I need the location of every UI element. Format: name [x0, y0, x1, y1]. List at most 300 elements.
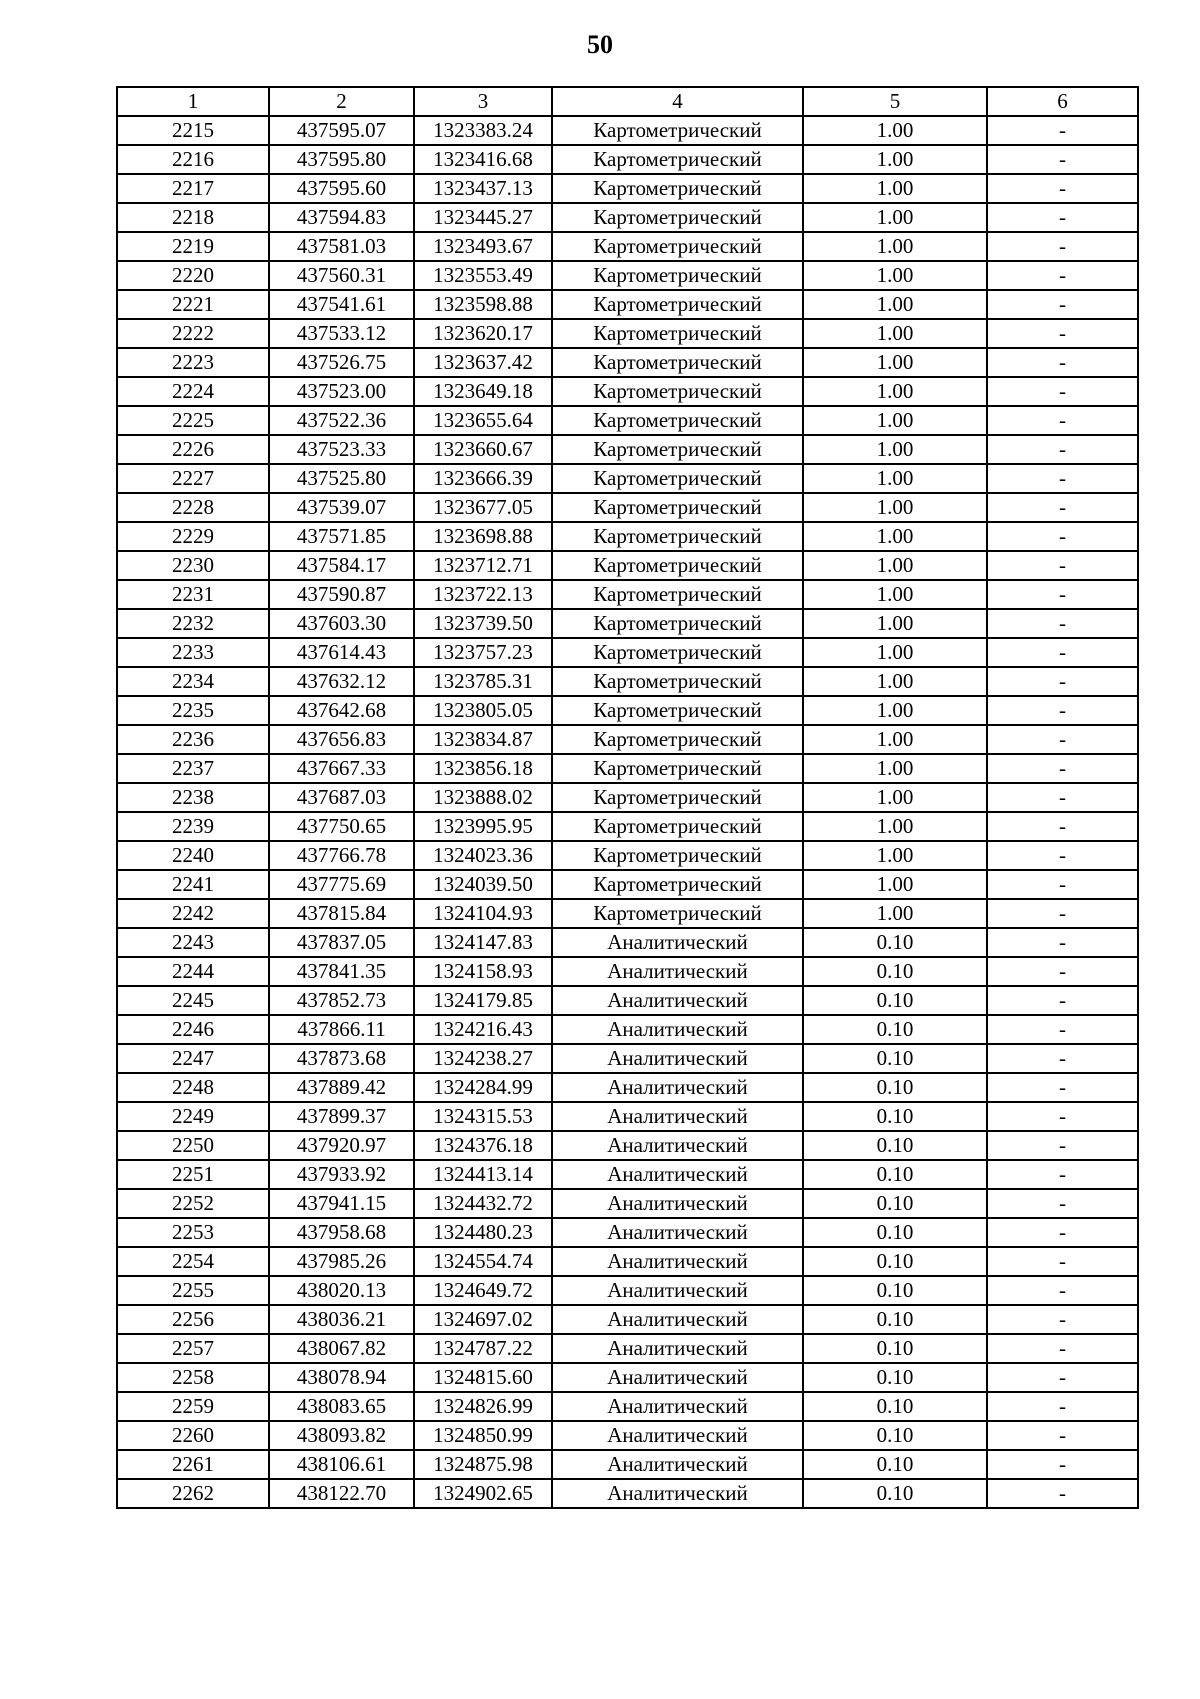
table-cell: 2225 — [117, 406, 269, 435]
table-cell: 1323712.71 — [414, 551, 552, 580]
table-cell: - — [987, 261, 1138, 290]
table-cell: - — [987, 203, 1138, 232]
table-cell: 0.10 — [803, 1044, 987, 1073]
table-cell: - — [987, 319, 1138, 348]
table-cell: Картометрический — [552, 667, 803, 696]
table-cell: 437541.61 — [269, 290, 414, 319]
table-row — [117, 609, 1138, 638]
table-cell: - — [987, 870, 1138, 899]
table-cell: 0.10 — [803, 1131, 987, 1160]
table-cell: 2245 — [117, 986, 269, 1015]
table-cell: Картометрический — [552, 754, 803, 783]
table-row — [117, 232, 1138, 261]
table-row — [117, 493, 1138, 522]
table-cell: 2224 — [117, 377, 269, 406]
page-number: 50 — [587, 30, 613, 59]
table-cell: - — [987, 522, 1138, 551]
table-cell: 2235 — [117, 696, 269, 725]
table-cell: Картометрический — [552, 319, 803, 348]
table-cell: Аналитический — [552, 986, 803, 1015]
table-cell: 2239 — [117, 812, 269, 841]
table-cell: 438083.65 — [269, 1392, 414, 1421]
table-cell: - — [987, 638, 1138, 667]
table-cell: 1323637.42 — [414, 348, 552, 377]
table-row — [117, 1421, 1138, 1450]
table-cell: Картометрический — [552, 812, 803, 841]
table-cell: 1323649.18 — [414, 377, 552, 406]
table-cell: 437595.60 — [269, 174, 414, 203]
table-cell: Картометрический — [552, 580, 803, 609]
table-cell: 437815.84 — [269, 899, 414, 928]
table-cell: 1.00 — [803, 319, 987, 348]
table-cell: 0.10 — [803, 1450, 987, 1479]
table-cell: - — [987, 377, 1138, 406]
table-row — [117, 377, 1138, 406]
table-row — [117, 1073, 1138, 1102]
table-cell: 1324480.23 — [414, 1218, 552, 1247]
table-cell: 1324023.36 — [414, 841, 552, 870]
table-cell: 437560.31 — [269, 261, 414, 290]
column-header: 4 — [552, 87, 803, 116]
table-cell: Аналитический — [552, 1189, 803, 1218]
header-row — [117, 87, 1138, 116]
table-cell: 1324284.99 — [414, 1073, 552, 1102]
table-cell: 437841.35 — [269, 957, 414, 986]
table-cell: Картометрический — [552, 145, 803, 174]
table-cell: 1.00 — [803, 783, 987, 812]
table-cell: Аналитический — [552, 1334, 803, 1363]
table-cell: 1.00 — [803, 145, 987, 174]
table-cell: 437590.87 — [269, 580, 414, 609]
table-cell: Картометрический — [552, 609, 803, 638]
table-cell: Аналитический — [552, 1131, 803, 1160]
table-cell: 2238 — [117, 783, 269, 812]
table-cell: 2240 — [117, 841, 269, 870]
table-cell: 437899.37 — [269, 1102, 414, 1131]
table-cell: 2254 — [117, 1247, 269, 1276]
table-cell: 437523.33 — [269, 435, 414, 464]
table-cell: Аналитический — [552, 1073, 803, 1102]
table-cell: 2255 — [117, 1276, 269, 1305]
table-cell: 437581.03 — [269, 232, 414, 261]
table-cell: 1324826.99 — [414, 1392, 552, 1421]
table-row — [117, 116, 1138, 145]
table-cell: Аналитический — [552, 1450, 803, 1479]
table-cell: Аналитический — [552, 1276, 803, 1305]
column-header: 6 — [987, 87, 1138, 116]
table-cell: - — [987, 174, 1138, 203]
table-cell: 2218 — [117, 203, 269, 232]
table-cell: 1324649.72 — [414, 1276, 552, 1305]
table-cell: - — [987, 116, 1138, 145]
table-cell: 2223 — [117, 348, 269, 377]
table-cell: 437866.11 — [269, 1015, 414, 1044]
table-cell: 437837.05 — [269, 928, 414, 957]
table-row — [117, 1160, 1138, 1189]
table-cell: 437525.80 — [269, 464, 414, 493]
table-cell: 1323722.13 — [414, 580, 552, 609]
table-cell: - — [987, 1276, 1138, 1305]
table-row — [117, 1247, 1138, 1276]
table-cell: 2217 — [117, 174, 269, 203]
table-cell: 1323660.67 — [414, 435, 552, 464]
table-row — [117, 464, 1138, 493]
table-cell: Картометрический — [552, 551, 803, 580]
coordinates-table — [116, 86, 1139, 1509]
table-cell: 1.00 — [803, 261, 987, 290]
table-cell: Аналитический — [552, 1044, 803, 1073]
table-row — [117, 696, 1138, 725]
table-cell: 1323785.31 — [414, 667, 552, 696]
table-cell: - — [987, 899, 1138, 928]
table-cell: 2234 — [117, 667, 269, 696]
table-cell: 437985.26 — [269, 1247, 414, 1276]
table-cell: - — [987, 986, 1138, 1015]
table-cell: 437632.12 — [269, 667, 414, 696]
table-cell: 437941.15 — [269, 1189, 414, 1218]
table-cell: Аналитический — [552, 1392, 803, 1421]
table-cell: Картометрический — [552, 464, 803, 493]
table-cell: 2258 — [117, 1363, 269, 1392]
table-cell: - — [987, 696, 1138, 725]
table-cell: Картометрический — [552, 290, 803, 319]
table-cell: - — [987, 754, 1138, 783]
table-cell: 0.10 — [803, 1479, 987, 1508]
table-row — [117, 667, 1138, 696]
table-cell: 437687.03 — [269, 783, 414, 812]
table-cell: 0.10 — [803, 1160, 987, 1189]
table-cell: 1324238.27 — [414, 1044, 552, 1073]
table-cell: - — [987, 290, 1138, 319]
table-cell: 437933.92 — [269, 1160, 414, 1189]
table-cell: 2249 — [117, 1102, 269, 1131]
table-row — [117, 1102, 1138, 1131]
table-cell: 2222 — [117, 319, 269, 348]
table-cell: 438122.70 — [269, 1479, 414, 1508]
table-cell: - — [987, 1450, 1138, 1479]
table-cell: - — [987, 1421, 1138, 1450]
table-cell: Аналитический — [552, 1102, 803, 1131]
table-row — [117, 725, 1138, 754]
table-row — [117, 783, 1138, 812]
table-cell: 1.00 — [803, 174, 987, 203]
table-cell: 437522.36 — [269, 406, 414, 435]
table-cell: 2262 — [117, 1479, 269, 1508]
table-cell: 1.00 — [803, 812, 987, 841]
table-cell: - — [987, 1479, 1138, 1508]
table-cell: Картометрический — [552, 377, 803, 406]
table-row — [117, 957, 1138, 986]
table-cell: 437603.30 — [269, 609, 414, 638]
table-cell: 1.00 — [803, 348, 987, 377]
table-cell: 1.00 — [803, 870, 987, 899]
table-row — [117, 145, 1138, 174]
table-cell: 1.00 — [803, 522, 987, 551]
table-cell: 1.00 — [803, 232, 987, 261]
table-cell: 2220 — [117, 261, 269, 290]
table-cell: 1.00 — [803, 435, 987, 464]
table-cell: Аналитический — [552, 1421, 803, 1450]
table-row — [117, 1450, 1138, 1479]
table-cell: 1323757.23 — [414, 638, 552, 667]
table-cell: 2219 — [117, 232, 269, 261]
table-cell: 437526.75 — [269, 348, 414, 377]
table-cell: 1324413.14 — [414, 1160, 552, 1189]
table-cell: Аналитический — [552, 1218, 803, 1247]
table-cell: 437667.33 — [269, 754, 414, 783]
table-cell: 437775.69 — [269, 870, 414, 899]
table-cell: - — [987, 725, 1138, 754]
table-cell: Картометрический — [552, 232, 803, 261]
table-cell: 2246 — [117, 1015, 269, 1044]
table-cell: 1324216.43 — [414, 1015, 552, 1044]
table-cell: 2260 — [117, 1421, 269, 1450]
table-row — [117, 986, 1138, 1015]
table-cell: 437539.07 — [269, 493, 414, 522]
table-cell: - — [987, 1160, 1138, 1189]
table-cell: Картометрический — [552, 725, 803, 754]
table-cell: Картометрический — [552, 348, 803, 377]
table-cell: 437571.85 — [269, 522, 414, 551]
table-cell: Картометрический — [552, 261, 803, 290]
table-cell: 1323598.88 — [414, 290, 552, 319]
table-cell: 1.00 — [803, 290, 987, 319]
table-cell: 1324376.18 — [414, 1131, 552, 1160]
table-cell: 438067.82 — [269, 1334, 414, 1363]
table-cell: 1323739.50 — [414, 609, 552, 638]
table-cell: 1324315.53 — [414, 1102, 552, 1131]
table-cell: Аналитический — [552, 1363, 803, 1392]
table-cell: - — [987, 435, 1138, 464]
table-cell: - — [987, 609, 1138, 638]
table-cell: 1324875.98 — [414, 1450, 552, 1479]
table-cell: - — [987, 1392, 1138, 1421]
table-cell: 0.10 — [803, 1218, 987, 1247]
table-cell: - — [987, 1102, 1138, 1131]
table-cell: 438078.94 — [269, 1363, 414, 1392]
table-cell: - — [987, 841, 1138, 870]
table-cell: 0.10 — [803, 1421, 987, 1450]
table-cell: 1324902.65 — [414, 1479, 552, 1508]
table-cell: 0.10 — [803, 1305, 987, 1334]
table-cell: 1.00 — [803, 203, 987, 232]
table-cell: 1324815.60 — [414, 1363, 552, 1392]
table-cell: Картометрический — [552, 174, 803, 203]
table-row — [117, 435, 1138, 464]
table-cell: - — [987, 928, 1138, 957]
table-cell: 1323445.27 — [414, 203, 552, 232]
table-cell: 2233 — [117, 638, 269, 667]
table-cell: 2261 — [117, 1450, 269, 1479]
table-cell: 437656.83 — [269, 725, 414, 754]
table-row — [117, 1479, 1138, 1508]
table-cell: Аналитический — [552, 1160, 803, 1189]
table-row — [117, 551, 1138, 580]
table-cell: Картометрический — [552, 493, 803, 522]
table-cell: 438093.82 — [269, 1421, 414, 1450]
table-row — [117, 870, 1138, 899]
table-cell: 2253 — [117, 1218, 269, 1247]
table-row — [117, 1015, 1138, 1044]
table-row — [117, 1305, 1138, 1334]
table-cell: 1.00 — [803, 377, 987, 406]
table-cell: 1323553.49 — [414, 261, 552, 290]
table-cell: 1323677.05 — [414, 493, 552, 522]
table-cell: - — [987, 464, 1138, 493]
table-cell: - — [987, 1247, 1138, 1276]
table-cell: 2221 — [117, 290, 269, 319]
table-cell: 1323493.67 — [414, 232, 552, 261]
table-cell: 1323655.64 — [414, 406, 552, 435]
table-cell: - — [987, 1218, 1138, 1247]
table-cell: - — [987, 1305, 1138, 1334]
table-cell: 0.10 — [803, 1073, 987, 1102]
table-cell: Картометрический — [552, 116, 803, 145]
table-cell: 1323437.13 — [414, 174, 552, 203]
table-row — [117, 1131, 1138, 1160]
table-cell: 437595.07 — [269, 116, 414, 145]
table-cell: Картометрический — [552, 406, 803, 435]
column-header: 5 — [803, 87, 987, 116]
table-row — [117, 841, 1138, 870]
table-cell: 1.00 — [803, 580, 987, 609]
table-cell: 2230 — [117, 551, 269, 580]
table-cell: - — [987, 1189, 1138, 1218]
table-row — [117, 580, 1138, 609]
table-row — [117, 1044, 1138, 1073]
table-cell: 0.10 — [803, 957, 987, 986]
table-cell: 1.00 — [803, 725, 987, 754]
table-row — [117, 928, 1138, 957]
table-cell: 1323416.68 — [414, 145, 552, 174]
table-row — [117, 1276, 1138, 1305]
table-cell: 437594.83 — [269, 203, 414, 232]
table-cell: Картометрический — [552, 696, 803, 725]
table-cell: 1324104.93 — [414, 899, 552, 928]
table-cell: 0.10 — [803, 986, 987, 1015]
table-cell: 0.10 — [803, 1363, 987, 1392]
table-cell: 1323698.88 — [414, 522, 552, 551]
table-cell: 1323620.17 — [414, 319, 552, 348]
table-row — [117, 812, 1138, 841]
table-cell: 1.00 — [803, 841, 987, 870]
table-cell: 2228 — [117, 493, 269, 522]
table-cell: - — [987, 1363, 1138, 1392]
table-cell: - — [987, 551, 1138, 580]
table-cell: 2237 — [117, 754, 269, 783]
table-row — [117, 1189, 1138, 1218]
table-row — [117, 174, 1138, 203]
table-cell: 1324432.72 — [414, 1189, 552, 1218]
table-cell: 0.10 — [803, 1189, 987, 1218]
table-cell: - — [987, 493, 1138, 522]
table-cell: 1324039.50 — [414, 870, 552, 899]
table-cell: 1324554.74 — [414, 1247, 552, 1276]
table-cell: 1324787.22 — [414, 1334, 552, 1363]
table-row — [117, 899, 1138, 928]
table-cell: 438036.21 — [269, 1305, 414, 1334]
table-cell: 1324179.85 — [414, 986, 552, 1015]
table-cell: 437595.80 — [269, 145, 414, 174]
table-cell: 1.00 — [803, 899, 987, 928]
table-cell: 2252 — [117, 1189, 269, 1218]
table-row — [117, 203, 1138, 232]
table-cell: 437614.43 — [269, 638, 414, 667]
table-cell: 437889.42 — [269, 1073, 414, 1102]
table-row — [117, 290, 1138, 319]
table-cell: 1.00 — [803, 638, 987, 667]
table-cell: - — [987, 1044, 1138, 1073]
table-cell: - — [987, 812, 1138, 841]
table-cell: Картометрический — [552, 522, 803, 551]
table-cell: 1.00 — [803, 551, 987, 580]
table-row — [117, 1218, 1138, 1247]
table-cell: 1323666.39 — [414, 464, 552, 493]
table-cell: - — [987, 1073, 1138, 1102]
table-body — [117, 116, 1138, 1508]
table-cell: 2236 — [117, 725, 269, 754]
table-cell: 1.00 — [803, 609, 987, 638]
table-cell: 2257 — [117, 1334, 269, 1363]
table-cell: 437642.68 — [269, 696, 414, 725]
table-cell: 1323805.05 — [414, 696, 552, 725]
table-cell: 2259 — [117, 1392, 269, 1421]
table-cell: 1323834.87 — [414, 725, 552, 754]
table-cell: 1324697.02 — [414, 1305, 552, 1334]
table-cell: 437873.68 — [269, 1044, 414, 1073]
table-cell: - — [987, 232, 1138, 261]
table-row — [117, 406, 1138, 435]
table-cell: Картометрический — [552, 870, 803, 899]
table-cell: 2241 — [117, 870, 269, 899]
table-cell: 1324147.83 — [414, 928, 552, 957]
table-cell: 0.10 — [803, 1247, 987, 1276]
table-cell: 2243 — [117, 928, 269, 957]
table-cell: 438106.61 — [269, 1450, 414, 1479]
table-cell: - — [987, 145, 1138, 174]
table-cell: Аналитический — [552, 1015, 803, 1044]
table-cell: 2231 — [117, 580, 269, 609]
table-cell: 1.00 — [803, 667, 987, 696]
table-cell: 2256 — [117, 1305, 269, 1334]
table-cell: 437958.68 — [269, 1218, 414, 1247]
table-cell: - — [987, 1131, 1138, 1160]
table-cell: 438020.13 — [269, 1276, 414, 1305]
table-cell: 1.00 — [803, 754, 987, 783]
column-header: 3 — [414, 87, 552, 116]
table-cell: 2232 — [117, 609, 269, 638]
table-cell: 0.10 — [803, 1334, 987, 1363]
table-cell: Картометрический — [552, 203, 803, 232]
table-cell: Аналитический — [552, 957, 803, 986]
table-cell: 2244 — [117, 957, 269, 986]
table-cell: 437920.97 — [269, 1131, 414, 1160]
table-cell: 1.00 — [803, 116, 987, 145]
table-cell: - — [987, 348, 1138, 377]
table-row — [117, 754, 1138, 783]
table-cell: 1324158.93 — [414, 957, 552, 986]
table-cell: 2226 — [117, 435, 269, 464]
table-cell: 1323995.95 — [414, 812, 552, 841]
table-cell: Картометрический — [552, 435, 803, 464]
table-cell: 2247 — [117, 1044, 269, 1073]
table-cell: 1323888.02 — [414, 783, 552, 812]
table-row — [117, 348, 1138, 377]
table-cell: 437533.12 — [269, 319, 414, 348]
table-cell: 437523.00 — [269, 377, 414, 406]
table-cell: 1.00 — [803, 406, 987, 435]
table-row — [117, 1392, 1138, 1421]
